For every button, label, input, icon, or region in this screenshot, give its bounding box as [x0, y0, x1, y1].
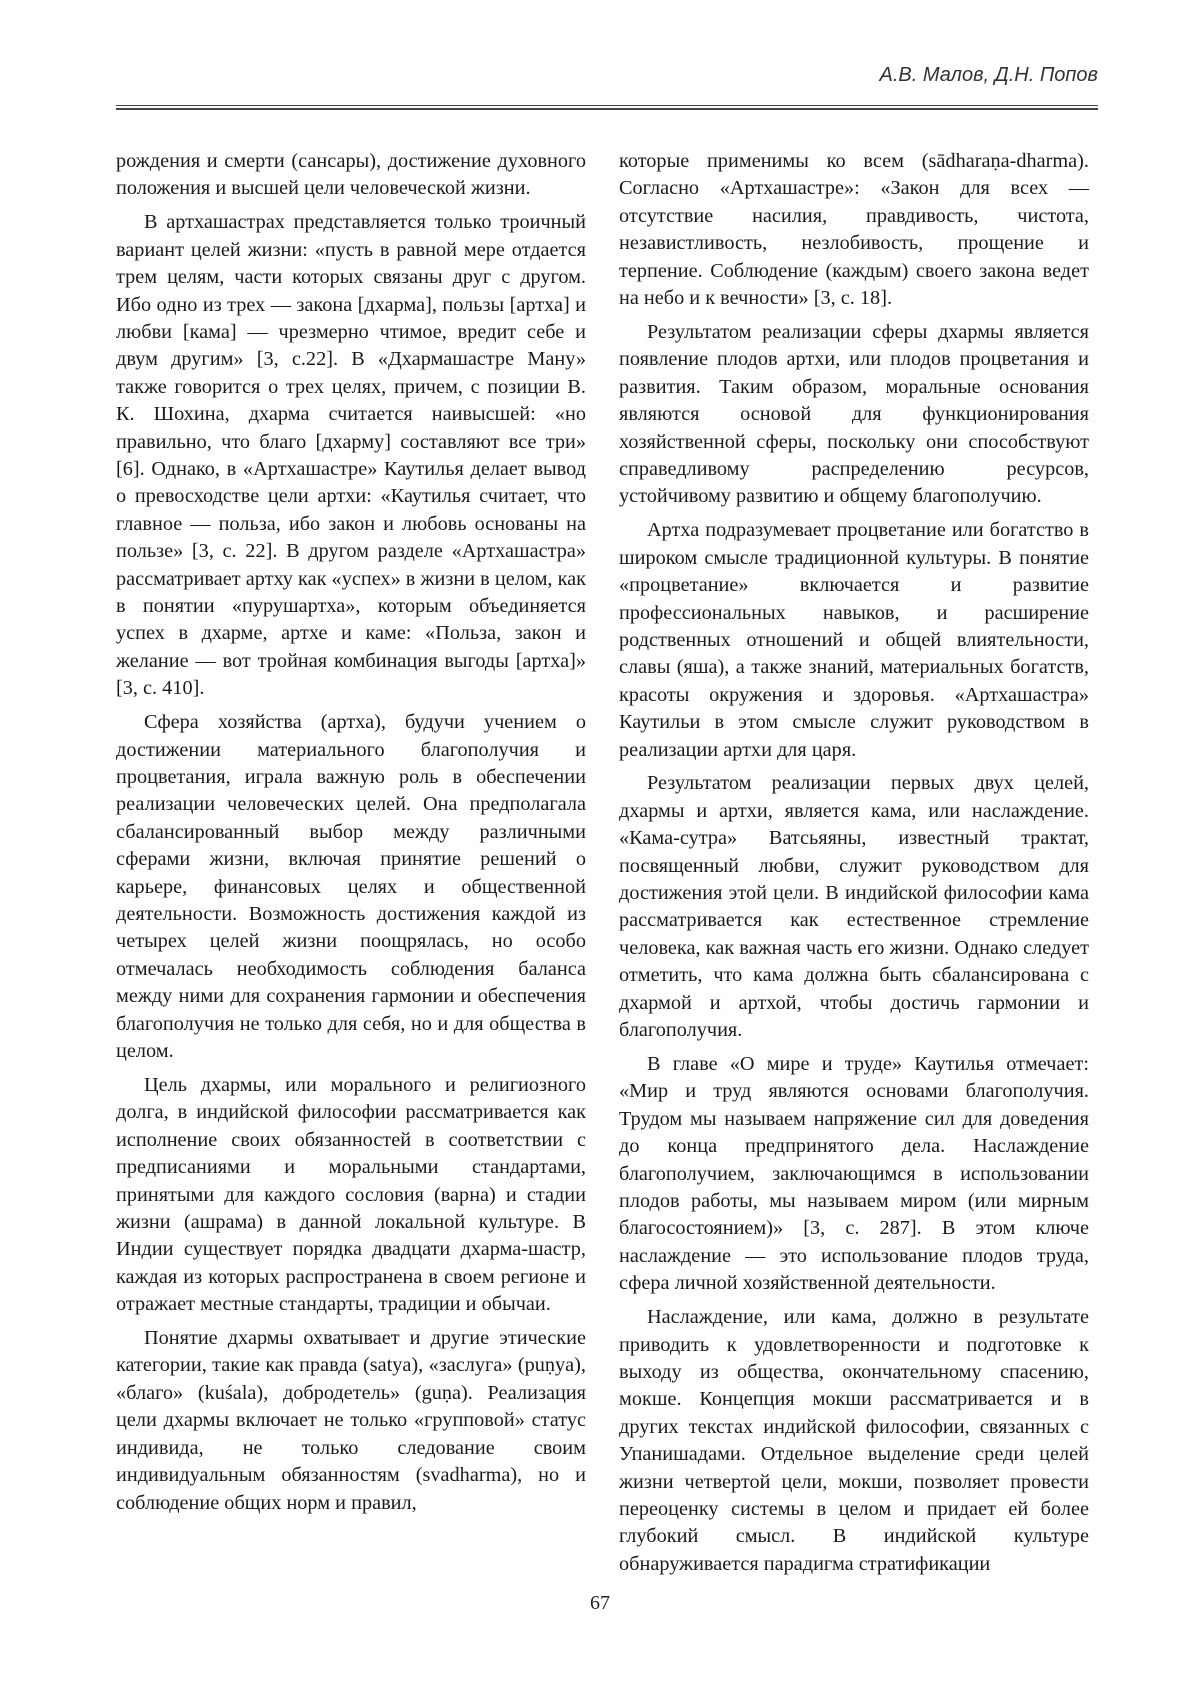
header-rule-thick — [116, 108, 1098, 110]
paragraph: Артха подразумевает процветание или богатство в широком смысле традиционной культуры. В понятие «процветание» включается и развитие профессиональных навыков, и расширение родственных отношений и общей влиятельности, славы (яша), а также знаний, материальных богатств, красоты окружения и здоровья. «Артхашастра» Каутильи в этом смысле служит руководством в реализации артхи для царя. — [619, 519, 1089, 761]
paragraph: В главе «О мире и труде» Каутилья отмечает: «Мир и труд являются основами благополучия. Трудом мы называем напряжение сил для доведения до конца предпринятого дела. Наслаждение благополучием, заключающимся в использовании плодов работы, мы называем миром (или мирным благосостоянием)» [3, с. 287]. В этом ключе наслаждение — это использование плодов труда, сфера личной хозяйственной деятельности. — [619, 1053, 1089, 1295]
paragraph: Сфера хозяйства (артха), будучи учением о достижении материального благополучия и процветания, играла важную роль в обеспечении реализации человеческих целей. Она предполагала сбалансированный выбор между различными сферами жизни, включая принятие решений о карьере, финансовых целях и общественной деятельности. Возможность достижения каждой из четырех целей жизни поощрялась, но особо отмечалась необходимость соблюдения баланса между ними для сохранения гармонии и обеспечения благополучия не только для себя, но и для общества в целом. — [116, 711, 586, 1062]
paragraph: Понятие дхармы охватывает и другие этические категории, такие как правда (satya), «заслуга» (puṇya), «благо» (kuśala), добродетель» (guṇa). Реализация цели дхармы включает не только «групповой» статус индивида, не только следование своим индивидуальным обязанностям (svadharma), но и соблюдение общих норм и правил, — [116, 1327, 586, 1514]
paragraph: которые применимы ко всем (sādharaṇa-dharma). Согласно «Артхашастре»: «Закон для всех — отсутствие насилия, правдивость, чистота, независтливость, незлобивость, прощение и терпение. Соблюдение (каждым) своего закона ведет на небо и к вечности» [3, с. 18]. — [619, 150, 1089, 310]
paragraph: Результатом реализации первых двух целей, дхармы и артхи, является кама, или наслаждение. «Кама-сутра» Ватсьяяны, известный трактат, посвященный любви, служит руководством для достижения этой цели. В индийской философии кама рассматривается как естественное стремление человека, как важная часть его жизни. Однако следует отметить, что кама должна быть сбалансирована с дхармой и артхой, чтобы достичь гармонии и благополучия. — [619, 772, 1089, 1042]
page-number: 67 — [590, 1592, 610, 1614]
paragraph: рождения и смерти (сансары), достижение духовного положения и высшей цели человеческой жизни. — [116, 150, 586, 200]
header-rule-thin — [116, 105, 1098, 106]
paragraph: В артхашастрах представляется только троичный вариант целей жизни: «пусть в равной мере отдается трем целям, части которых связаны друг с другом. Ибо одно из трех — закона [дхарма], пользы [артха] и любви [кама] — чрезмерно чтимое, вредит себе и двум другим» [3, с.22]. В «Дхармашастре Ману» также говорится о трех целях, причем, с позиции В. К. Шохина, дхарма считается наивысшей: «но правильно, что благо [дхарму] составляют все три» [6]. Однако, в «Артхашастре» Каутилья делает вывод о превосходстве цели артхи: «Каутилья считает, что главное — польза, ибо закон и любовь основаны на пользе» [3, с. 22]. В другом разделе «Артхашастра» рассматривает артху как «успех» в жизни в целом, как в понятии «пурушартха», которым объединяется успех в дхарме, артхе и каме: «Польза, закон и желание — вот тройная комбинация выгоды [артха]» [3, с. 410]. — [116, 211, 586, 700]
running-header-authors: А.В. Малов, Д.Н. Попов — [879, 64, 1098, 86]
left-column — [116, 148, 586, 1523]
paragraph: Цель дхармы, или морального и религиозного долга, в индийской философии рассматривается как исполнение своих обязанностей в соответствии с предписаниями и моральными стандартами, принятыми для каждого сословия (варна) и стадии жизни (ашрама) в данной локальной культуре. В Индии существует порядка двадцати дхарма-шастр, каждая из которых распространена в своем регионе и отражает местные стандарты, традиции и обычаи. — [116, 1073, 586, 1316]
paragraph: Наслаждение, или кама, должно в результате приводить к удовлетворенности и подготовке к выходу из общества, окончательному спасению, мокше. Концепция мокши рассматривается и в других текстах индийской философии, связанных с Упанишадами. Отдельное выделение среди целей жизни четвертой цели, мокши, позволяет провести переоценку системы в целом и придает ей более глубокий смысл. В индийской культуре обнаруживается парадигма стратификации — [619, 1306, 1089, 1575]
paragraph: Результатом реализации сферы дхармы является появление плодов артхи, или плодов процветания и развития. Таким образом, моральные основания являются основой для функционирования хозяйственной сферы, поскольку они способствуют справедливому распределению ресурсов, устойчивому развитию и общему благополучию. — [619, 320, 1089, 508]
right-column — [619, 148, 1089, 1585]
